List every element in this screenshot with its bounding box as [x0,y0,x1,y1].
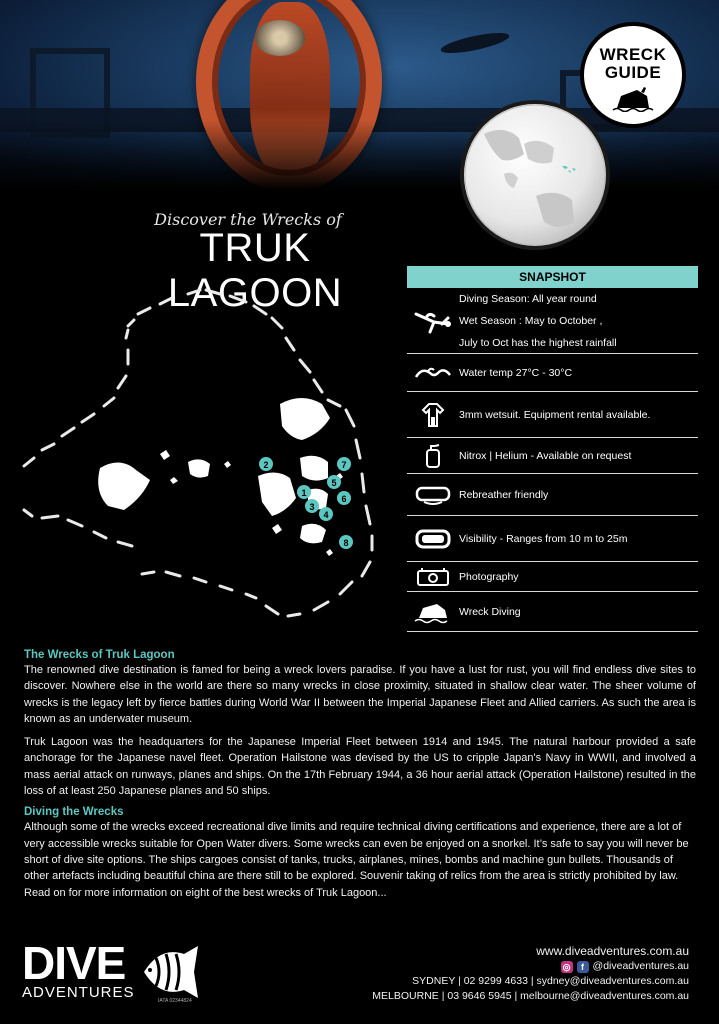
instagram-icon[interactable]: ◎ [561,961,573,973]
snapshot-row-wreck [407,592,698,632]
snapshot-row-photography [407,562,698,592]
angelfish-icon [140,944,204,1000]
wreck-guide-badge [580,22,686,128]
snapshot-text: July to Oct has the highest rainfall [459,336,617,349]
snapshot-row-visibility [407,516,698,562]
snapshot-row-season [407,288,698,354]
pin-label: 6 [341,494,347,504]
snapshot-text: Visibility - Ranges from 10 m to 25m [459,532,628,545]
camera-icon [407,567,459,587]
wetsuit-icon [407,402,459,428]
hero-fade [0,120,719,190]
facebook-icon[interactable]: f [577,961,589,973]
snapshot-text: Wreck Diving [459,605,521,618]
snapshot-row-rebreather [407,474,698,516]
page-title: TRUK LAGOON [167,226,343,315]
islands [98,398,343,556]
snapshot-text: Diving Season: All year round [459,292,597,305]
hero-diver-silhouette [439,29,510,57]
dive-site-pin-7[interactable] [337,457,351,471]
snapshot-text: Water temp 27°C - 30°C [459,366,573,379]
melbourne-contact: MELBOURNE | 03 9646 5945 | melbourne@diveadventures.com.au [372,990,689,1002]
badge-line-2: GUIDE [604,63,662,82]
snapshot-text: 3mm wetsuit. Equipment rental available. [459,408,651,421]
snapshot-row-nitrox [407,438,698,474]
tank-icon [407,443,459,469]
logo-adventures-text: ADVENTURES [22,984,135,1001]
badge-line-1: WRECK [599,45,667,64]
website-link[interactable]: www.diveadventures.com.au [536,944,689,958]
page-subtitle: Discover the Wrecks of [154,210,342,229]
snapshot-text: Rebreather friendly [459,488,549,501]
snapshot-text: Nitrox | Helium - Available on request [459,449,632,462]
pin-label: 3 [309,502,315,512]
paragraph-intro: The renowned dive destination is famed for being a wreck lovers paradise. If you have a lust for rust, you will find endless dive sites to discover. Nowhere else in the world are there so many wrecks in close proximity, situated in shallow clear water. The sheer volume of wrecks is the legacy left by fierce battles during World War II between the Imperial Japanese Fleet and Allied carriers. As such the area is known as an underwater museum. [24,664,696,725]
dive-site-pin-2[interactable] [259,457,273,471]
paragraph-history: Truk Lagoon was the headquarters for the Japanese Imperial Fleet between 1914 and 1945. The natural harbour provided a safe anchorage for the Japanese navel fleet. Operation Hailstone was devised by the US to cripple Japan's Navy in WWII, and involved a mass aerial attack on runways, planes and ships. On the 17th February 1944, a 36 hour aerial attack (Operation Hailstone) resulted in the loss of at least 250 Japanese planes and 50 ships. [24,736,696,798]
pin-label: 4 [323,510,329,520]
reef-outline [24,290,372,616]
snapshot-panel [407,266,698,632]
diver-icon [407,308,459,334]
rebreather-mask-icon [407,484,459,506]
section-heading-wrecks: The Wrecks of Truk Lagoon [24,649,175,661]
sunken-ship-icon [611,86,655,112]
dive-site-pin-3[interactable] [305,499,319,513]
dive-site-pin-4[interactable] [319,507,333,521]
snapshot-row-wetsuit [407,392,698,438]
dive-site-pin-5[interactable] [327,475,341,489]
logo-dive-text: DIVE [22,937,126,989]
social-handle[interactable]: @diveadventures.au [592,960,689,972]
contact-block [372,944,689,1004]
pin-label: 2 [263,460,269,470]
globe-map-icon [460,100,610,250]
mask-icon [407,528,459,550]
snapshot-text: Wet Season : May to October , [459,314,603,327]
sydney-contact: SYDNEY | 02 9299 4633 | sydney@diveadventures.com.au [412,975,689,987]
wave-icon [407,363,459,383]
pin-label: 8 [343,538,349,548]
section-heading-diving: Diving the Wrecks [24,806,124,819]
pin-label: 5 [331,478,337,488]
dive-site-pin-6[interactable] [337,491,351,505]
pin-label: 7 [341,460,347,470]
licence-number: IATA 02344824 [158,998,192,1004]
dive-site-pin-8[interactable] [339,535,353,549]
dive-site-pin-1[interactable] [297,485,311,499]
social-row [372,959,689,974]
pin-label: 1 [301,488,307,498]
wreck-icon [407,600,459,624]
snapshot-row-temp [407,354,698,392]
hero-coral [255,20,305,56]
lagoon-map [10,280,410,620]
article [24,648,696,901]
snapshot-heading: SNAPSHOT [407,266,698,288]
snapshot-text: Photography [459,570,519,583]
paragraph-diving: Although some of the wrecks exceed recreational dive limits and require technical diving certifications and experience, there are a lot of very accessible wrecks suitable for Open Water divers. Some wrecks can even be enjoyed on a snorkel. It’s safe to say you will never be short of dive site options. The ships cargoes consist of tanks, trucks, airplanes, mines, bombs and machine gun bullets. Thousands of other artefacts including beautiful china are there still to be explored. Souvenir taking of relics from the area is strictly prohibited by law. Read on for more information on eight of the best wrecks of Truk Lagoon... [24,821,689,899]
